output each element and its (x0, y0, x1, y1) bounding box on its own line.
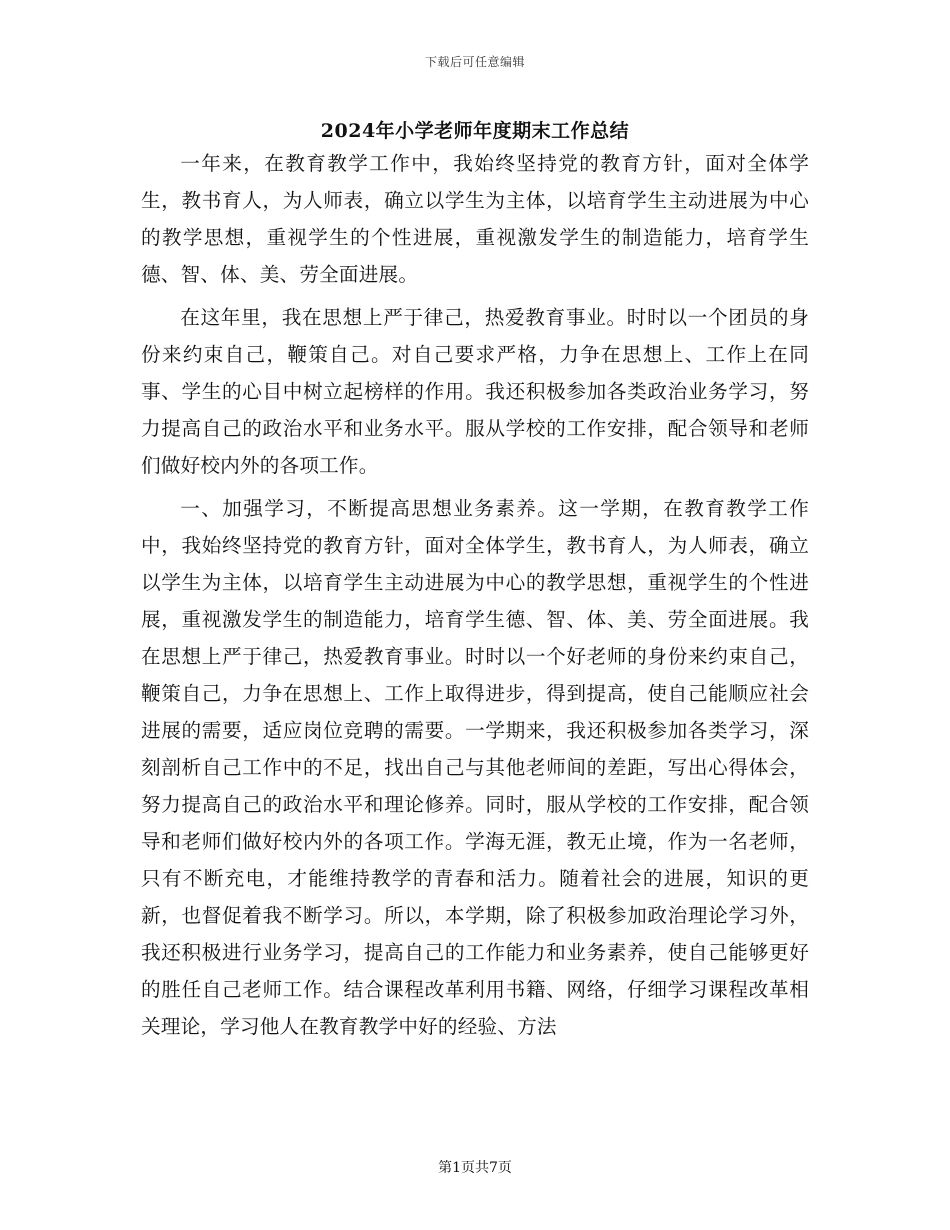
header-note: 下载后可任意编辑 (424, 55, 525, 69)
document-body (141, 145, 809, 1051)
paragraph-intro: 一年来，在教育教学工作中，我始终坚持党的教育方针，面对全体学生，教书育人，为人师表，确立以学生为主体，以培育学生主动进展为中心的教学思想，重视学生的个性进展，重视激发学生的制造能力，培育学生德、智、体、美、劳全面进展。 (141, 152, 809, 286)
paragraph-section-one: 一、加强学习，不断提高思想业务素养。这一学期，在教育教学工作中，我始终坚持党的教育方针，面对全体学生，教书育人，为人师表，确立以学生为主体，以培育学生主动进展为中心的教学思想，重视学生的个性进展，重视激发学生的制造能力，培育学生德、智、体、美、劳全面进展。我在思想上严于律己，热爱教育事业。时时以一个好老师的身份来约束自己，鞭策自己，力争在思想上、工作上取得进步，得到提高，使自己能顺应社会进展的需要，适应岗位竞聘的需要。一学期来，我还积极参加各类学习，深刻剖析自己工作中的不足，找出自己与其他老师间的差距，写出心得体会，努力提高自己的政治水平和理论修养。同时，服从学校的工作安排，配合领导和老师们做好校内外的各项工作。学海无涯，教无止境，作为一名老师，只有不断充电，才能维持教学的青春和活力。随着社会的进展，知识的更新，也督促着我不断学习。所以，本学期，除了积极参加政治理论学习外，我还积极进行业务学习，提高自己的工作能力和业务素养，使自己能够更好的胜任自己老师工作。结合课程改革利用书籍、网络，仔细学习课程改革相关理论，学习他人在教育教学中好的经验、方法 (141, 497, 809, 1038)
paragraph-ideology: 在这年里，我在思想上严于律己，热爱教育事业。时时以一个团员的身份来约束自己，鞭策自己。对自己要求严格，力争在思想上、工作上在同事、学生的心目中树立起榜样的作用。我还积极参加各类政治业务学习，努力提高自己的政治水平和业务水平。服从学校的工作安排，配合领导和老师们做好校内外的各项工作。 (141, 306, 809, 477)
page-number: 第1页共7页 (438, 1160, 512, 1176)
document-title: 2024年小学老师年度期末工作总结 (320, 120, 630, 142)
